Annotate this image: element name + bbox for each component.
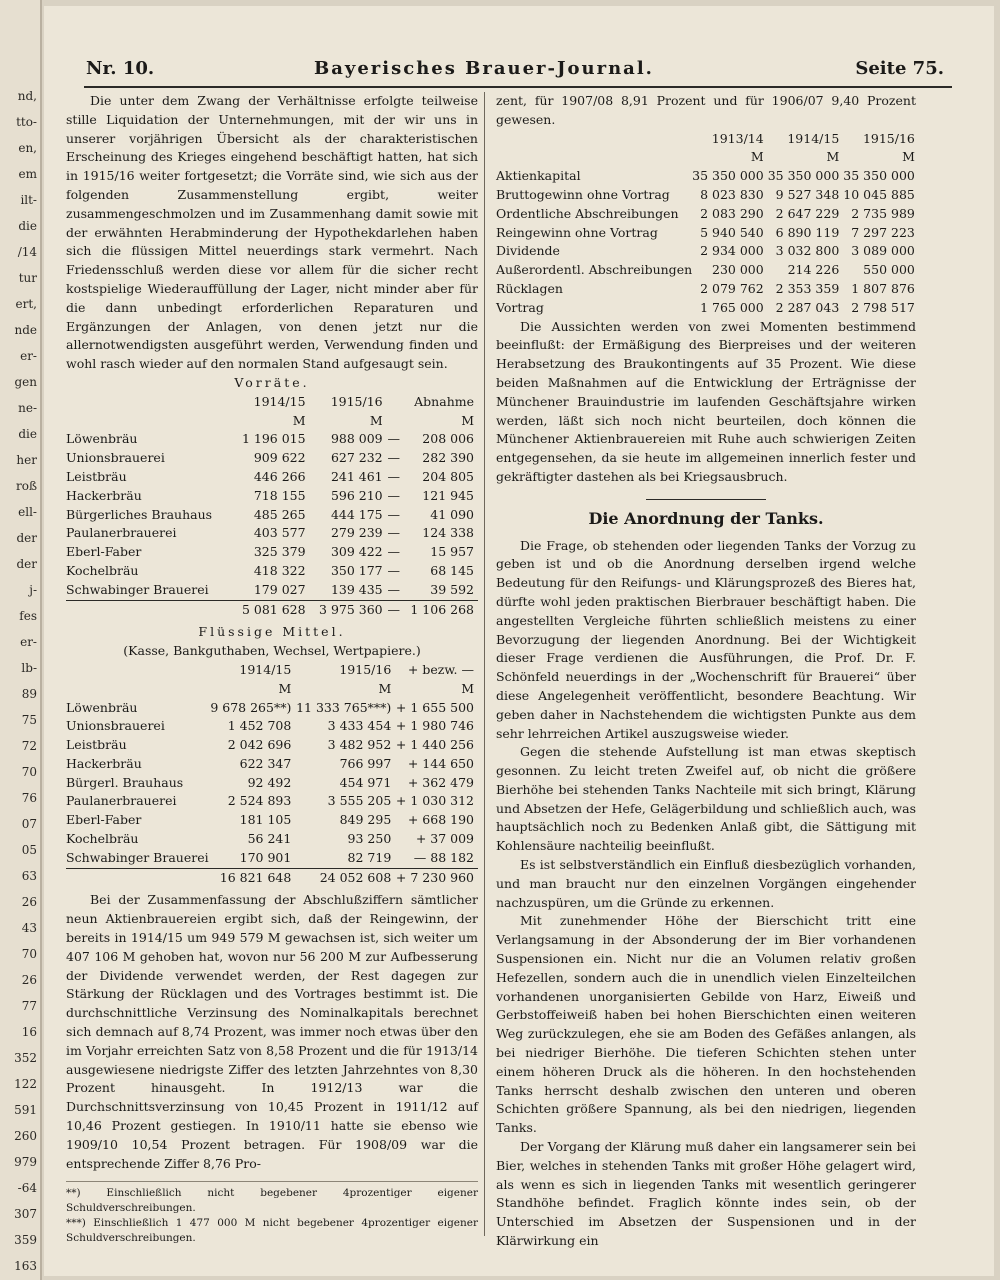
table-row-cell: 849 295 [339, 812, 392, 828]
table-row-cell: Ordentliche Abschreibungen [496, 205, 679, 221]
table-row-cell: 7 297 223 [851, 224, 915, 240]
article-paragraph-4: Mit zunehmender Höhe der Bierschicht tritt eine Verlangsamung in der Absonderung der im Bier vorhandenen Suspensionen ein. Nicht nur die an Volumen relativ großen Hefezellen, sondern auch die in unendlich vielen Einzelteilchen vorhandenen unorganisierten Gebilde von Harz, Eiweiß und Gerbstoffeiweiß haben bei hohen Bierschichten einen weiteren Weg zurückzulegen, ehe sie am Boden des Gefäßes anlangen, als bei niedriger Bierhöhe. Die tieferen Schichten stehen unter einem höheren Druck als die höheren. In den hochstehenden Tanks herrscht deshalb zwischen den unteren und oberen Schichten größere Spannung, als bei den niedrigen, liegenden Tanks. [496, 913, 916, 1136]
table-row-cell: Unionsbrauerei [66, 718, 165, 734]
table-row-cell: — [387, 487, 400, 503]
footnote-1: **) Einschließlich nicht begebener 4prozentiger eigener Schuldverschreibungen. [66, 1187, 478, 1215]
table-row-cell: Kochelbräu [66, 562, 139, 578]
table-row [66, 506, 478, 525]
table-row-cell: Paulanerbrauerei [66, 793, 177, 809]
previous-page-fragment: 63 [21, 869, 37, 883]
article-paragraph-2: Gegen die stehende Aufstellung ist man etwas skeptisch gesonnen. Zu leicht treten Zweifel auf, ob nicht die größere Bierhöhe bei stehenden Tanks Nachteile mit sich bringt, Klärung und Absetzen der Hefe, Gelägerbildung und schließlich auch, was hauptsächlich noch zu Bedenken Anlaß gibt, die Sättigung mit Kohlensäure nachteilig beeinflußt. [496, 744, 916, 854]
table-row [496, 299, 919, 318]
table-row-cell: 204 805 [422, 468, 474, 484]
table-row-cell: 214 226 [787, 262, 840, 278]
table-row-cell: 230 000 [712, 262, 764, 278]
table-row-cell: 121 945 [422, 487, 474, 503]
table-sum-row-cell: — [387, 600, 401, 619]
footnotes [66, 1181, 478, 1246]
table-row-cell: 403 577 [253, 525, 306, 541]
right-column [496, 92, 916, 1251]
table-row-cell: + 1 440 256 [395, 737, 474, 753]
table-row [66, 830, 478, 849]
table-row-cell: — [387, 581, 400, 597]
table-sum-row-cell: 24 052 608 [295, 868, 395, 887]
table-header-row [66, 661, 478, 680]
previous-page-fragment: fes [19, 609, 37, 623]
table-unit-row-cell [66, 680, 210, 699]
table-row-cell: 82 719 [347, 849, 392, 865]
table-row-cell: 1 807 876 [851, 280, 915, 296]
table-row [66, 430, 478, 449]
table-header-row-cell [66, 661, 210, 680]
table-unit-row [66, 412, 478, 431]
table-row [496, 242, 919, 261]
table-sum-row-cell [66, 868, 210, 887]
table-row-cell: 766 997 [339, 755, 392, 771]
table-row [496, 186, 919, 205]
table-unit-row-cell: M [278, 680, 292, 696]
table-row-cell: 2 083 290 [700, 205, 764, 221]
table-row-cell: 35 350 000 [767, 168, 840, 184]
table-header-row-cell: 1913/14 [711, 130, 764, 146]
table-row-cell: 309 422 [330, 544, 383, 560]
table-row-cell: — [387, 450, 400, 466]
table-row-cell: 3 482 952 [327, 737, 392, 753]
table-row [66, 524, 478, 543]
table-row-cell: + 1 655 500 [395, 699, 474, 715]
footnote-2: ***) Einschließlich 1 477 000 M nicht begebener 4prozentiger eigener Schuldverschreibungen. [66, 1217, 478, 1245]
table-header-row-cell: 1915/16 [339, 661, 392, 677]
table-row [66, 717, 478, 736]
table-row-cell: + 1 030 312 [395, 793, 474, 809]
table-row-cell: 9 527 348 [775, 186, 840, 202]
table-row-cell: Aktienkapital [496, 168, 581, 184]
table-header-row-cell [496, 130, 692, 149]
previous-page-fragment: /14 [17, 245, 37, 259]
table-row [496, 205, 919, 224]
table-row-cell: 56 241 [247, 831, 292, 847]
table-row-cell: Kochelbräu [66, 831, 139, 847]
table-row [66, 449, 478, 468]
table-row-cell: Paulanerbrauerei [66, 525, 177, 541]
table-unit-row-cell: M [369, 412, 383, 428]
table-row-cell: Reingewinn ohne Vortrag [496, 224, 658, 240]
table-header-row-cell: 1915/16 [330, 393, 383, 409]
table-unit-row-cell: M [826, 149, 840, 165]
table-row-cell: 485 265 [253, 506, 306, 522]
table-row-cell: 2 287 043 [775, 299, 840, 315]
table-row-cell: 41 090 [430, 506, 474, 522]
table-sum-row-cell: + 7 230 960 [395, 868, 478, 887]
previous-page-fragment: gen [14, 375, 37, 389]
table-row [66, 543, 478, 562]
table-row-cell: 35 350 000 [692, 168, 764, 184]
table-row-cell: 181 105 [239, 812, 292, 828]
previous-page-fragment: 77 [21, 999, 37, 1013]
table-row-cell: 5 940 540 [700, 224, 764, 240]
previous-page-fragment: tur [18, 271, 37, 285]
table-row [496, 167, 919, 186]
previous-page-fragment: 359 [14, 1233, 37, 1247]
left-column [66, 92, 478, 1246]
previous-page-fragment: er- [20, 635, 37, 649]
previous-page-fragment: nde [14, 323, 37, 337]
table-row-cell: 8 023 830 [700, 186, 764, 202]
table-row-cell: 35 350 000 [843, 168, 915, 184]
table-row-cell: Eberl-Faber [66, 812, 142, 828]
table-row-cell: Leistbräu [66, 468, 127, 484]
table-row-cell: 241 461 [330, 468, 383, 484]
table-row-cell: 6 890 119 [775, 224, 840, 240]
table-unit-row-cell: M [902, 149, 915, 165]
previous-page-fragment: die [18, 219, 37, 233]
issue-number: Nr. 10. [86, 58, 155, 79]
table-row-cell: 446 266 [253, 468, 306, 484]
table-sum-row [66, 600, 478, 619]
table-row-cell: — [387, 431, 400, 447]
header-rule [84, 86, 952, 88]
table-row-cell: 124 338 [422, 525, 474, 541]
table-row-cell: Schwabinger Brauerei [66, 849, 209, 865]
mittel-title: Flüssige Mittel. [198, 624, 346, 640]
previous-page-fragment: 75 [21, 713, 37, 727]
table-sum-row-cell: 1 106 268 [401, 600, 478, 619]
previous-page-fragment: 72 [21, 739, 37, 753]
table-row-cell: + 1 980 746 [395, 718, 474, 734]
table-sum-row-cell [66, 600, 232, 619]
previous-page-fragment: 260 [14, 1129, 37, 1143]
previous-page-fragment: 307 [14, 1207, 37, 1221]
previous-page-fragment: 70 [21, 765, 37, 779]
table-row-cell: Bürgerliches Brauhaus [66, 506, 213, 522]
table-unit-row-cell [496, 148, 692, 167]
table-row [66, 699, 478, 718]
table-row-cell: 179 027 [253, 581, 306, 597]
table-row-cell: + 37 009 [415, 831, 474, 847]
previous-page-fragment: der [16, 531, 37, 545]
page [44, 6, 994, 1276]
previous-page-fragment: -64 [17, 1181, 37, 1195]
table-header-row-cell: 1914/15 [253, 393, 306, 409]
table-row-cell: 444 175 [330, 506, 383, 522]
table-row-cell: 3 032 800 [775, 243, 840, 259]
previous-page-fragment: ilt- [20, 193, 37, 207]
table-row [66, 581, 478, 600]
previous-page-fragment: lb- [21, 661, 37, 675]
table-row-cell: 550 000 [863, 262, 915, 278]
table-row-cell: 10 045 885 [843, 186, 915, 202]
table-row-cell: + 668 190 [407, 812, 474, 828]
table-row-cell: — [387, 562, 400, 578]
section-rule [646, 499, 766, 500]
table-row-cell: 68 145 [430, 562, 474, 578]
table-row-cell: Löwenbräu [66, 431, 138, 447]
table-row-cell: 93 250 [347, 831, 392, 847]
table-row [66, 792, 478, 811]
previous-page-fragment: 26 [21, 973, 37, 987]
previous-page-strip [0, 0, 42, 1280]
table-unit-row-cell: M [292, 412, 306, 428]
table-row-cell: 596 210 [330, 487, 383, 503]
previous-page-fragment: 16 [21, 1025, 37, 1039]
previous-page-fragment: 89 [21, 687, 37, 701]
continued-paragraph: zent, für 1907/08 8,91 Prozent und für 1906/07 9,40 Prozent gewesen. [496, 93, 916, 127]
page-number: Seite 75. [855, 58, 944, 79]
article-paragraph-1: Die Frage, ob stehenden oder liegenden Tanks der Vorzug zu geben ist und ob die Anordnung derselben irgend welche Bedeutung für den Reifungs- und Klärungsprozeß des Bieres hat, dürfte wohl jeden praktischen Bierbrauer beschäftigt haben. Die angestellten Vergleiche führten schließlich meistens zu einer Bevorzugung der liegenden Anordnung. Bei der Wichtigkeit dieser Frage verdienen die Ausführungen, die Prof. Dr. F. Schönfeld neuerdings in der „Wochenschrift für Brauerei“ über diese Angelegenheit veröffentlicht, besondere Beachtung. Wir geben daher in Nachstehendem die wichtigsten Punkte aus dem sehr lehrreichen Artikel auszugsweise wieder. [496, 537, 916, 741]
table-row-cell: Hackerbräu [66, 755, 142, 771]
table-header-row-cell: Abnahme [414, 393, 474, 409]
previous-page-fragment: 163 [14, 1259, 37, 1273]
table-row-cell: 988 009 [330, 431, 383, 447]
table-row-cell: 92 492 [247, 774, 292, 790]
table-header-row-cell [387, 393, 401, 412]
table-row-cell: Bürgerl. Brauhaus [66, 774, 184, 790]
table-header-row [496, 130, 919, 149]
table-header-row-cell: 1915/16 [862, 130, 915, 146]
table-row-cell: 170 901 [239, 849, 292, 865]
table-row-cell: Bruttogewinn ohne Vortrag [496, 186, 670, 202]
table-row-cell: 2 647 229 [775, 205, 840, 221]
column-divider [484, 92, 485, 1236]
table-row-cell: 454 971 [339, 774, 392, 790]
table-row-cell: Unionsbrauerei [66, 450, 165, 466]
table-row-cell: — 88 182 [413, 849, 474, 865]
table-row [66, 736, 478, 755]
table-row-cell: 325 379 [253, 544, 306, 560]
table-row-cell: Eberl-Faber [66, 544, 142, 560]
table-row-cell: 1 196 015 [241, 431, 306, 447]
previous-page-fragment: em [18, 167, 37, 181]
table-row-cell: 350 177 [330, 562, 383, 578]
table-sum-row-cell: 3 975 360 [310, 600, 387, 619]
previous-page-fragment: 591 [14, 1103, 37, 1117]
table-row [66, 774, 478, 793]
table-row-cell: 139 435 [330, 581, 383, 597]
article-paragraph-3: Es ist selbstverständlich ein Einfluß diesbezüglich vorhanden, und man braucht nur den einzelnen Vorgängen eingehender nachzuspüren, um die Gründe zu erkennen. [496, 857, 916, 910]
previous-page-fragment: ert, [15, 297, 37, 311]
table-unit-row-cell: M [378, 680, 392, 696]
table-row-cell: Leistbräu [66, 737, 127, 753]
table-sum-row [66, 868, 478, 887]
previous-page-fragment: roß [16, 479, 37, 493]
previous-page-fragment: nd, [17, 89, 37, 103]
page-header [44, 58, 994, 88]
table-row-cell: 1 452 708 [227, 718, 292, 734]
table-unit-row [496, 148, 919, 167]
table-row-cell: — [387, 506, 400, 522]
table-row-cell: — [387, 525, 400, 541]
intro-paragraph: Die unter dem Zwang der Verhältnisse erfolgte teilweise stille Liquidation der Unternehmungen, mit der wir uns in unserer vorjährigen Übersicht als der charakteristischen Erscheinung des Krieges eingehend beschäftigt hatten, hat sich in 1915/16 weiter fortgesetzt; die Vorräte sind, wie sich aus der folgenden Zusammenstellung ergibt, weiter zusammengeschmolzen und im Zusammenhang damit sowie mit der erwähnten Herabminderung der Hypothekdarlehen haben sich die flüssigen Mittel neuerdings stark vermehrt. Nach Friedensschluß werden diese vor allem für die sicher recht kostspielige Wiederauffüllung der Lager, nicht minder aber für die dann unbedingt erforderlichen Reparaturen und Ergänzungen der Anlagen, von denen jetzt nur die allernotwendigsten ausgeführt werden, Verwendung finden und wohl rasch wieder auf den normalen Stand aufgesaugt sein. [66, 93, 478, 372]
previous-page-fragment: en, [18, 141, 37, 155]
previous-page-fragment: her [16, 453, 37, 467]
table-row-cell: Dividende [496, 243, 560, 259]
previous-page-fragment: 352 [14, 1051, 37, 1065]
summary-paragraph: Bei der Zusammenfassung der Abschlußziffern sämtlicher neun Aktienbrauereien ergibt sich, daß der Reingewinn, der bereits in 1914/15 um 949 579 M gewachsen ist, sich weiter um 407 106 M gehoben hat, wovon nur 56 200 M zur Aufbesserung der Dividende verwendet werden, der Rest dagegen zur Stärkung der Rücklagen und des Vortrages bestimmt ist. Die durchschnittliche Verzinsung des Nominalkapitals berechnet sich demnach auf 8,74 Prozent, was immer noch etwas über den im Vorjahr erreichten Satz von 8,58 Prozent und die für 1913/14 ausgewiesene niedrigste Ziffer des letzten Jahrzehntes von 8,30 Prozent hinausgeht. In 1912/13 war die Durchschnittsverzinsung von 10,45 Prozent in 1911/12 auf 10,46 Prozent gestiegen. In 1910/11 hatte sie ebenso wie 1909/10 10,54 Prozent betragen. Für 1908/09 war die entsprechende Ziffer 8,76 Pro- [66, 892, 478, 1171]
vorraete-table [66, 393, 478, 620]
table-row-cell: 2 934 000 [700, 243, 764, 259]
table-row [66, 755, 478, 774]
table-row [496, 280, 919, 299]
previous-page-fragment: j- [29, 583, 37, 597]
table-row-cell: Vortrag [496, 299, 544, 315]
table-row-cell: 718 155 [253, 487, 306, 503]
mittel-table [66, 661, 478, 888]
table-header-row [66, 393, 478, 412]
previous-page-fragment: 76 [21, 791, 37, 805]
journal-title: Bayerisches Brauer-Journal. [314, 58, 654, 79]
article-heading: Die Anordnung der Tanks. [588, 508, 824, 528]
table-row-cell: Außerordentl. Abschreibungen [496, 262, 693, 278]
table-row-cell: 2 079 762 [700, 280, 764, 296]
table-unit-row-cell: M [461, 680, 474, 696]
table-row-cell: 627 232 [330, 450, 383, 466]
table-row [496, 224, 919, 243]
table-row [496, 261, 919, 280]
table-row-cell: 39 592 [430, 581, 474, 597]
previous-page-fragment: 26 [21, 895, 37, 909]
table-row-cell: — [387, 468, 400, 484]
vorraete-title: Vorräte. [234, 374, 310, 390]
table-row-cell: + 362 479 [407, 774, 474, 790]
previous-page-fragment: die [18, 427, 37, 441]
table-row [66, 487, 478, 506]
table-row-cell: + 144 650 [407, 755, 474, 771]
table-unit-row-cell [387, 412, 401, 431]
table-row-cell: 622 347 [239, 755, 292, 771]
previous-page-fragment: der [16, 557, 37, 571]
table-row-cell: — [387, 544, 400, 560]
previous-page-fragment: 07 [21, 817, 37, 831]
table-row-cell: 418 322 [253, 562, 306, 578]
table-unit-row-cell [66, 412, 232, 431]
table-row [66, 468, 478, 487]
previous-page-fragment: er- [20, 349, 37, 363]
table-row-cell: 3 555 205 [327, 793, 392, 809]
table-header-row-cell: + bezw. — [407, 661, 474, 677]
table-row-cell: Löwenbräu [66, 699, 138, 715]
table-header-row-cell [66, 393, 232, 412]
previous-page-fragment: ell- [18, 505, 37, 519]
table-row [66, 849, 478, 868]
table-row [66, 562, 478, 581]
financials-table [496, 130, 919, 318]
table-row-cell: 282 390 [422, 450, 474, 466]
table-header-row-cell: 1914/15 [239, 661, 292, 677]
previous-page-fragment: 05 [21, 843, 37, 857]
table-row [66, 811, 478, 830]
table-row-cell: 11 333 765***) [296, 699, 392, 715]
table-row-cell: 279 239 [330, 525, 383, 541]
table-sum-row-cell: 16 821 648 [210, 868, 296, 887]
table-sum-row-cell: 5 081 628 [232, 600, 309, 619]
table-row-cell: 2 798 517 [851, 299, 915, 315]
previous-page-fragment: ne- [18, 401, 37, 415]
previous-page-fragment: tto- [16, 115, 37, 129]
article-paragraph-5: Der Vorgang der Klärung muß daher ein langsamerer sein bei Bier, welches in stehenden Tanks mit großer Höhe gelagert wird, als wenn es sich in liegenden Tanks mit wesentlich geringerer Standhöhe befindet. Fraglich könnte indes sein, ob der Unterschied im Absetzen der Suspensionen und in der Klärwirkung ein [496, 1139, 916, 1249]
table-unit-row [66, 680, 478, 699]
table-row-cell: 208 006 [422, 431, 474, 447]
table-row-cell: 2 353 359 [775, 280, 840, 296]
table-row-cell: 3 433 454 [327, 718, 392, 734]
previous-page-fragment: 43 [21, 921, 37, 935]
table-row-cell: Hackerbräu [66, 487, 142, 503]
mittel-subtitle: (Kasse, Bankguthaben, Wechsel, Wertpapiere.) [123, 643, 421, 659]
table-unit-row-cell: M [461, 412, 474, 428]
table-row-cell: 9 678 265**) [210, 699, 292, 715]
table-row-cell: 3 089 000 [851, 243, 915, 259]
table-row-cell: 909 622 [253, 450, 306, 466]
table-header-row-cell: 1914/15 [787, 130, 840, 146]
table-unit-row-cell: M [750, 149, 764, 165]
previous-page-fragment: 70 [21, 947, 37, 961]
table-row-cell: 1 765 000 [700, 299, 764, 315]
table-row-cell: Schwabinger Brauerei [66, 581, 209, 597]
table-row-cell: Rücklagen [496, 280, 563, 296]
table-row-cell: 2 524 893 [227, 793, 292, 809]
previous-page-fragment: 979 [14, 1155, 37, 1169]
table-row-cell: 2 735 989 [851, 205, 915, 221]
outlook-paragraph: Die Aussichten werden von zwei Momenten bestimmend beeinflußt: der Ermäßigung des Bierpreises und der weiteren Herabsetzung des Braukontingents auf 35 Prozent. Wie diese beiden Maßnahmen auf die Entwicklung der Erträgnisse der Münchener Brauindustrie im laufenden Geschäftsjahre wirken werden, läßt sich noch nicht beurteilen, doch können die Münchener Aktienbrauereien mit Ruhe auch schwierigen Zeiten entgegensehen, da sie heute im allgemeinen innerlich fester und gekräftigter dastehen als bei Kriegsausbruch. [496, 318, 916, 484]
table-row-cell: 2 042 696 [227, 737, 292, 753]
previous-page-fragment: 122 [14, 1077, 37, 1091]
table-row-cell: 15 957 [430, 544, 474, 560]
